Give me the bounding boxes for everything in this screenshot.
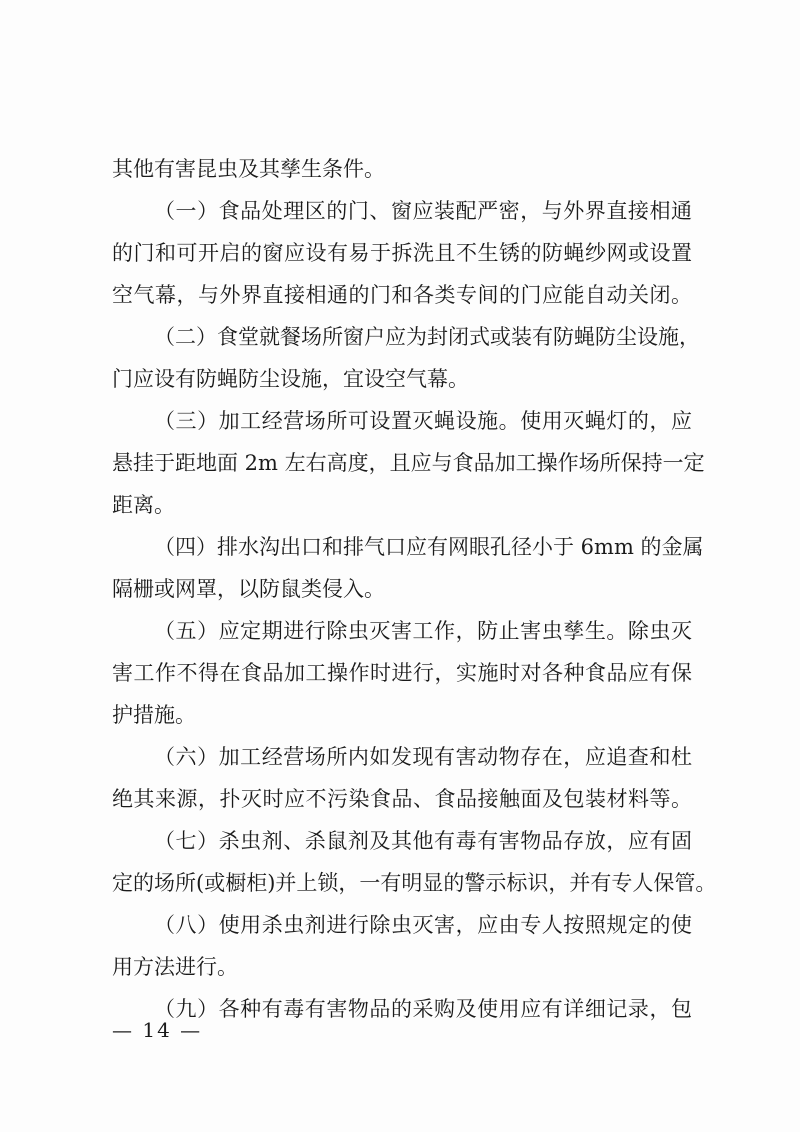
text-line: 的门和可开启的窗应设有易于拆洗且不生锈的防蝇纱网或设置 <box>112 241 692 265</box>
text-line: （五）应定期进行除虫灭害工作，防止害虫孳生。除虫灭 <box>154 619 692 643</box>
text-line: 护措施。 <box>112 703 196 727</box>
text-line: （二）食堂就餐场所窗户应为封闭式或装有防蝇防尘设施， <box>154 325 700 349</box>
text-line: （七）杀虫剂、杀鼠剂及其他有毒有害物品存放，应有固 <box>154 829 692 853</box>
text-line: 其他有害昆虫及其孳生条件。 <box>112 157 385 181</box>
text-line: 害工作不得在食品加工操作时进行，实施时对各种食品应有保 <box>112 661 692 685</box>
text-line: （六）加工经营场所内如发现有害动物存在，应追查和杜 <box>154 745 692 769</box>
text-line: 悬挂于距地面 2m 左右高度，且应与食品加工操作场所保持一定 <box>112 451 705 475</box>
text-line: （三）加工经营场所可设置灭蝇设施。使用灭蝇灯的，应 <box>154 409 692 433</box>
text-line: 定的场所(或橱柜)并上锁，一有明显的警示标识，并有专人保管。 <box>112 871 717 895</box>
page-number: — 14 — <box>112 1018 203 1042</box>
text-line: （四）排水沟出口和排气口应有网眼孔径小于 6mm 的金属 <box>154 535 704 559</box>
text-line: （九）各种有毒有害物品的采购及使用应有详细记录，包 <box>154 997 692 1021</box>
text-line: （八）使用杀虫剂进行除虫灭害，应由专人按照规定的使 <box>154 913 692 937</box>
text-line: 门应设有防蝇防尘设施，宜设空气幕。 <box>112 367 469 391</box>
text-line: 距离。 <box>112 493 175 517</box>
text-line: 绝其来源，扑灭时应不污染食品、食品接触面及包装材料等。 <box>112 787 692 811</box>
text-line: 空气幕，与外界直接相通的门和各类专间的门应能自动关闭。 <box>112 283 692 307</box>
text-line: 用方法进行。 <box>112 955 238 979</box>
text-line: （一）食品处理区的门、窗应装配严密，与外界直接相通 <box>154 199 692 223</box>
text-line: 隔栅或网罩，以防鼠类侵入。 <box>112 577 385 601</box>
body-text <box>112 148 717 1030</box>
